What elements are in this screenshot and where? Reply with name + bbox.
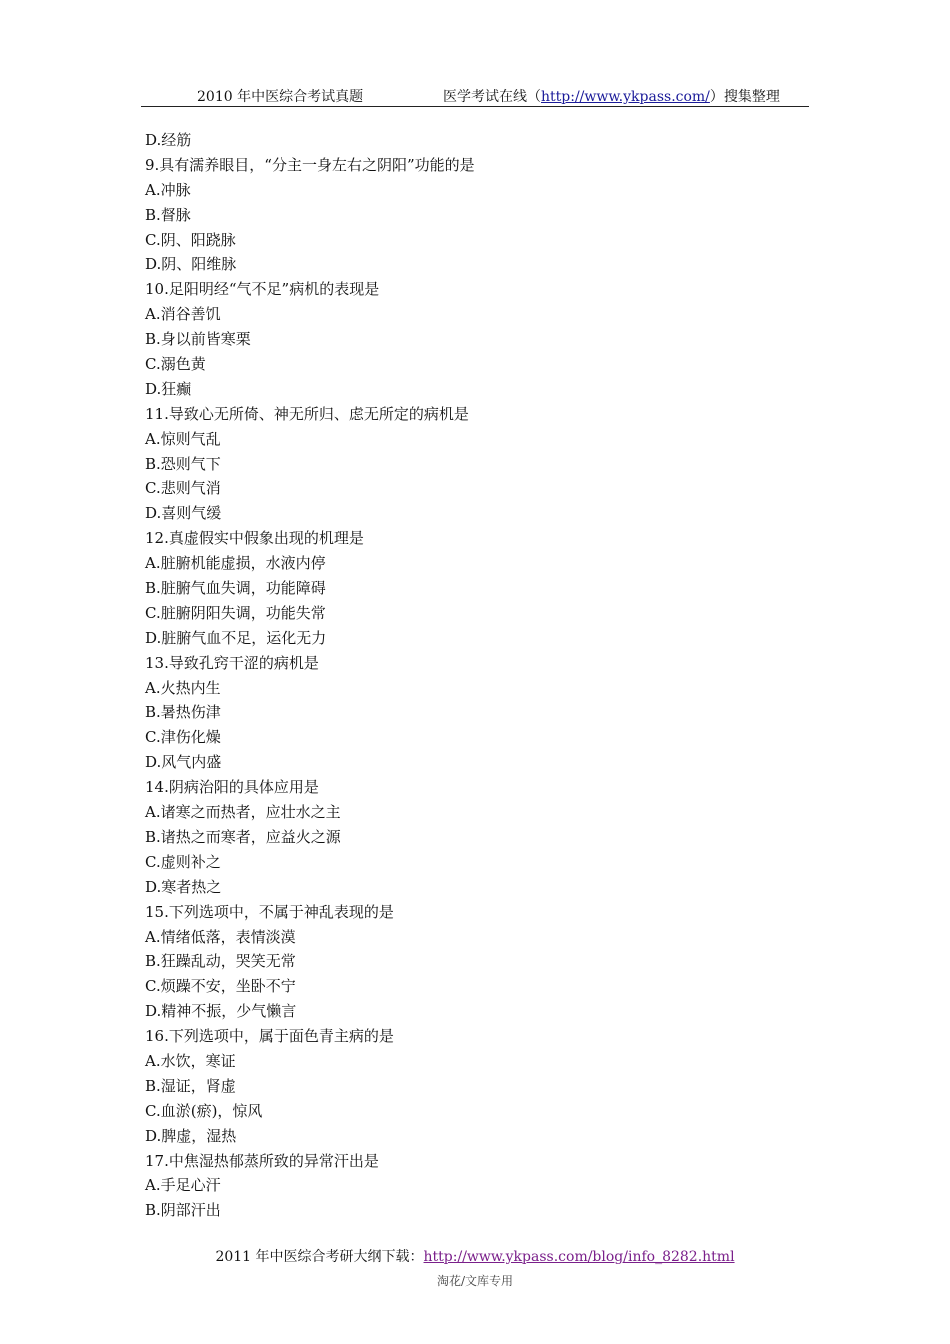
question-stem: 10.足阳明经“气不足”病机的表现是 [145,280,380,299]
answer-option: B.恐则气下 [145,454,221,473]
answer-option: A.冲脉 [145,180,191,199]
answer-option: C.脏腑阴阳失调，功能失常 [145,603,326,622]
question-stem: 12.真虚假实中假象出现的机理是 [145,529,364,548]
answer-option: B.湿证，肾虚 [145,1076,236,1095]
answer-option: C.悲则气消 [145,479,221,498]
answer-option: A.火热内生 [145,678,221,697]
header-source-prefix: 医学考试在线（ [443,89,541,105]
question-stem: 9.具有濡养眼目，“分主一身左右之阴阳”功能的是 [145,155,475,174]
question-list [145,128,805,1223]
answer-option: B.督脉 [145,205,191,224]
answer-option: A.脏腑机能虚损，水液内停 [145,554,326,573]
answer-option: A.情绪低落，表情淡漠 [145,927,296,946]
answer-option: A.惊则气乱 [145,429,221,448]
answer-option: A.消谷善饥 [145,305,221,324]
footer-download-link[interactable]: http://www.ykpass.com/blog/info_8282.html [423,1249,735,1265]
header-source [443,86,780,106]
answer-option: D.脾虚，湿热 [145,1126,237,1145]
answer-option: D.脏腑气血不足，运化无力 [145,628,327,647]
question-stem: 16.下列选项中，属于面色青主病的是 [145,1027,394,1046]
header-title: 2010 年中医综合考试真题 [197,89,364,105]
question-stem: 15.下列选项中，不属于神乱表现的是 [145,902,394,921]
answer-option: B.阴部汗出 [145,1201,221,1220]
page-header [141,86,809,108]
answer-option: B.身以前皆寒栗 [145,330,251,349]
question-stem: 11.导致心无所倚、神无所归、虑无所定的病机是 [145,404,469,423]
answer-option: C.虚则补之 [145,852,221,871]
answer-option: C.津伤化燥 [145,728,221,747]
answer-option: B.脏腑气血失调，功能障碍 [145,579,326,598]
answer-option: B.狂躁乱动，哭笑无常 [145,952,296,971]
answer-option: A.手足心汗 [145,1176,221,1195]
answer-option: B.诸热之而寒者，应益火之源 [145,827,341,846]
answer-option: D.精神不振，少气懒言 [145,1002,297,1021]
answer-option: D.风气内盛 [145,753,222,772]
answer-option: D.阴、阳维脉 [145,255,237,274]
question-stem: 13.导致孔窍干涩的病机是 [145,653,319,672]
answer-option: C.血淤(瘀)，惊风 [145,1101,263,1120]
header-site-link[interactable]: http://www.ykpass.com/ [541,89,710,105]
header-divider [141,106,809,107]
answer-option: A.诸寒之而热者，应壮水之主 [145,803,341,822]
answer-option: C.阴、阳跷脉 [145,230,236,249]
question-stem: 14.阴病治阳的具体应用是 [145,778,319,797]
answer-option: D.狂癫 [145,379,192,398]
answer-option: B.暑热伤津 [145,703,221,722]
answer-option: D.寒者热之 [145,877,222,896]
footer-watermark: 淘花/文库专用 [436,1274,514,1288]
answer-option: A.水饮，寒证 [145,1051,236,1070]
answer-option: D.喜则气缓 [145,504,222,523]
answer-option: D.经筋 [145,131,192,149]
footer-download-label: 2011 年中医综合考研大纲下载： [215,1249,424,1265]
question-stem: 17.中焦湿热郁蒸所致的异常汗出是 [145,1151,379,1170]
answer-option: C.烦躁不安，坐卧不宁 [145,977,296,996]
footer-download [0,1246,950,1266]
answer-option: C.溺色黄 [145,355,206,374]
header-source-suffix: ）搜集整理 [709,89,780,105]
